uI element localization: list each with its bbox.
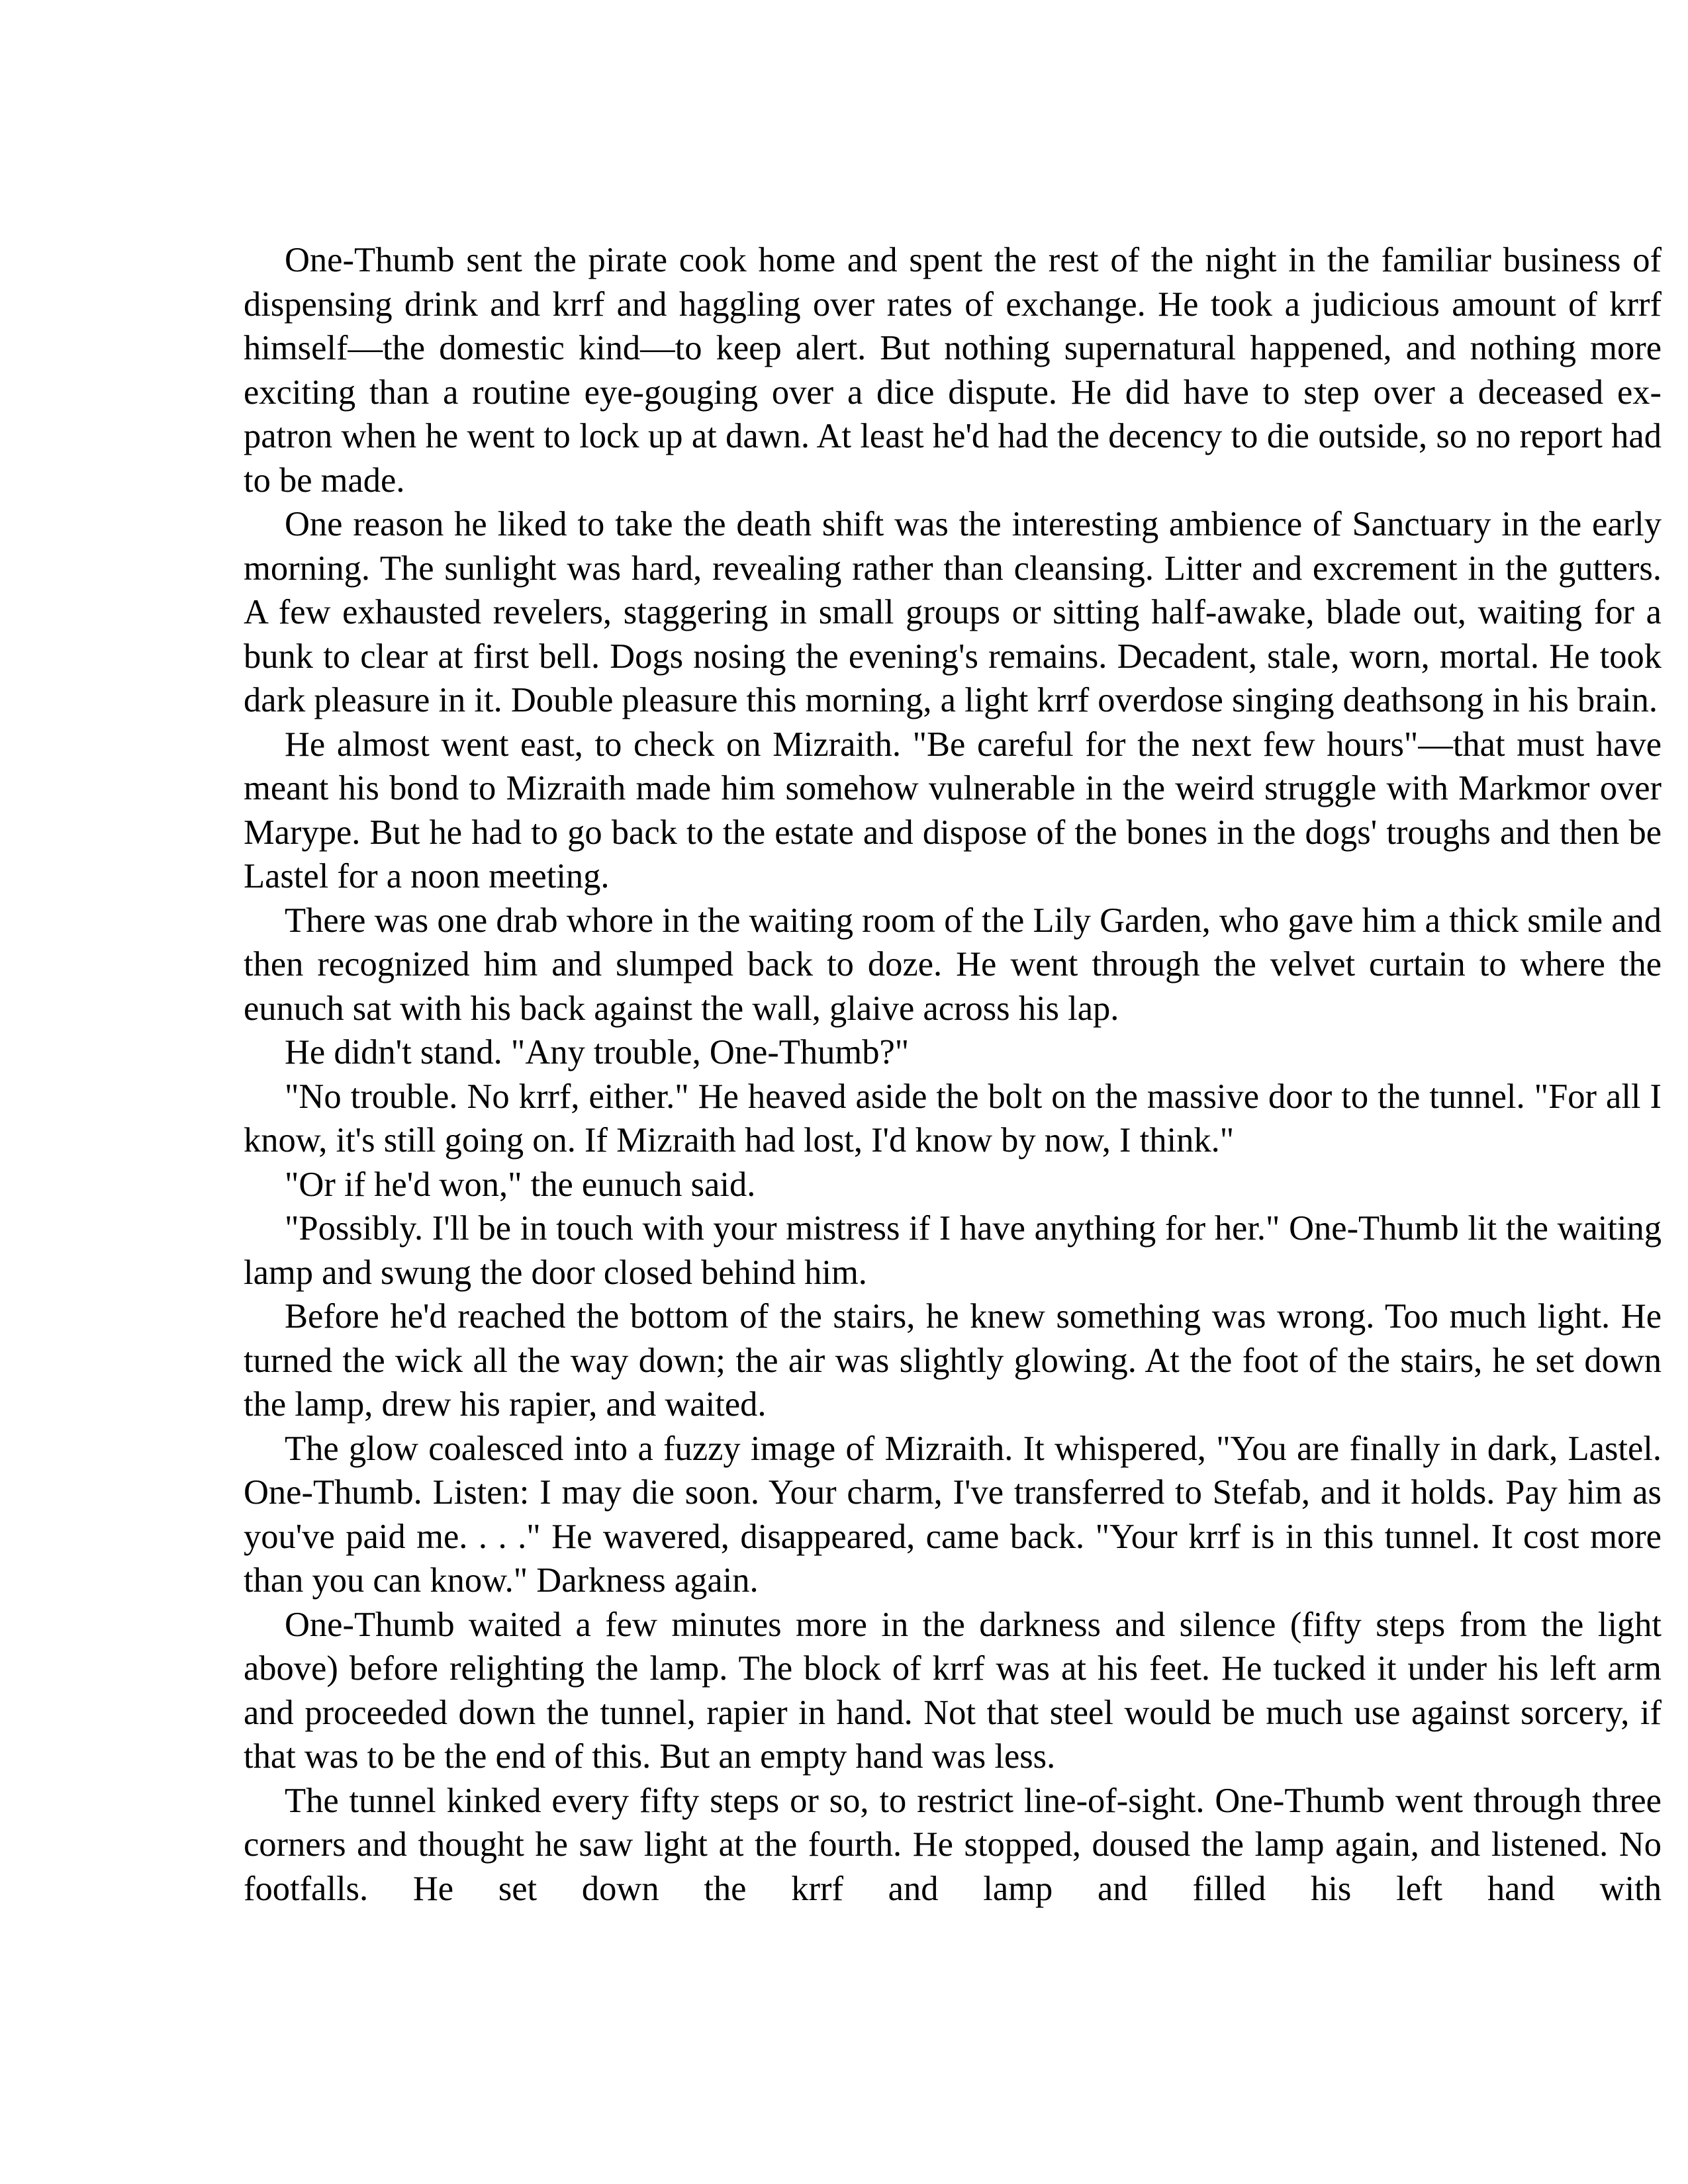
paragraph: "Or if he'd won," the eunuch said. [285,1165,756,1204]
paragraph-continued: The tunnel kinked every fifty steps or so, to restrict line-of-sight. One-Thumb went through three corners and thought he saw light at the fourth. He stopped, doused the lamp again, and listened. No footfalls. He set down the krrf and lamp and filled his left hand with [244,1781,1662,1908]
paragraph: One-Thumb sent the pirate cook home and spent the rest of the night in the familiar business of dispensing drink and krrf and haggling over rates of exchange. He took a judicious amount of krrf himself—the domestic kind—to keep alert. But nothing supernatural happened, and nothing more exciting than a routine eye-gouging over a dice dispute. He did have to step over a deceased ex-patron when he went to lock up at dawn. At least he'd had the decency to die outside, so no report had to be made. [244,241,1662,500]
paragraph: He didn't stand. "Any trouble, One-Thumb?" [285,1033,910,1071]
paragraph: One-Thumb waited a few minutes more in the darkness and silence (fifty steps from the light above) before relighting the lamp. The block of krrf was at his feet. He tucked it under his left arm and proceeded down the tunnel, rapier in hand. Not that steel would be much use against sorcery, if that was to be the end of this. But an empty hand was less. [244,1605,1662,1776]
paragraph: One reason he liked to take the death shift was the interesting ambience of Sanctuary in the early morning. The sunlight was hard, revealing rather than cleansing. Litter and excrement in the gutters. A few exhausted revelers, staggering in small groups or sitting half-awake, blade out, waiting for a bunk to clear at first bell. Dogs nosing the evening's remains. Decadent, stale, worn, mortal. He took dark pleasure in it. Double pleasure this morning, a light krrf overdose singing deathsong in his brain. [244,505,1662,719]
page-body [244,238,1662,1911]
paragraph: The glow coalesced into a fuzzy image of Mizraith. It whispered, "You are finally in dark, Lastel. One-Thumb. Listen: I may die soon. Your charm, I've transferred to Stefab, and it holds. Pay him as you've paid me. . . ." He wavered, disappeared, came back. "Your krrf is in this tunnel. It cost more than you can know." Darkness again. [244,1429,1662,1600]
paragraph: Before he'd reached the bottom of the stairs, he knew something was wrong. Too much light. He turned the wick all the way down; the air was slightly glowing. At the foot of the stairs, he set down the lamp, drew his rapier, and waited. [244,1297,1662,1424]
paragraph: There was one drab whore in the waiting room of the Lily Garden, who gave him a thick smile and then recognized him and slumped back to doze. He went through the velvet curtain to where the eunuch sat with his back against the wall, glaive across his lap. [244,901,1662,1028]
paragraph: He almost went east, to check on Mizraith. "Be careful for the next few hours"—that must have meant his bond to Mizraith made him somehow vulnerable in the weird struggle with Markmor over Marype. But he had to go back to the estate and dispose of the bones in the dogs' troughs and then be Lastel for a noon meeting. [244,725,1662,895]
paragraph: "No trouble. No krrf, either." He heaved aside the bolt on the massive door to the tunnel. "For all I know, it's still going on. If Mizraith had lost, I'd know by now, I think." [244,1077,1662,1160]
paragraph: "Possibly. I'll be in touch with your mistress if I have anything for her." One-Thumb lit the waiting lamp and swung the door closed behind him. [244,1209,1662,1292]
